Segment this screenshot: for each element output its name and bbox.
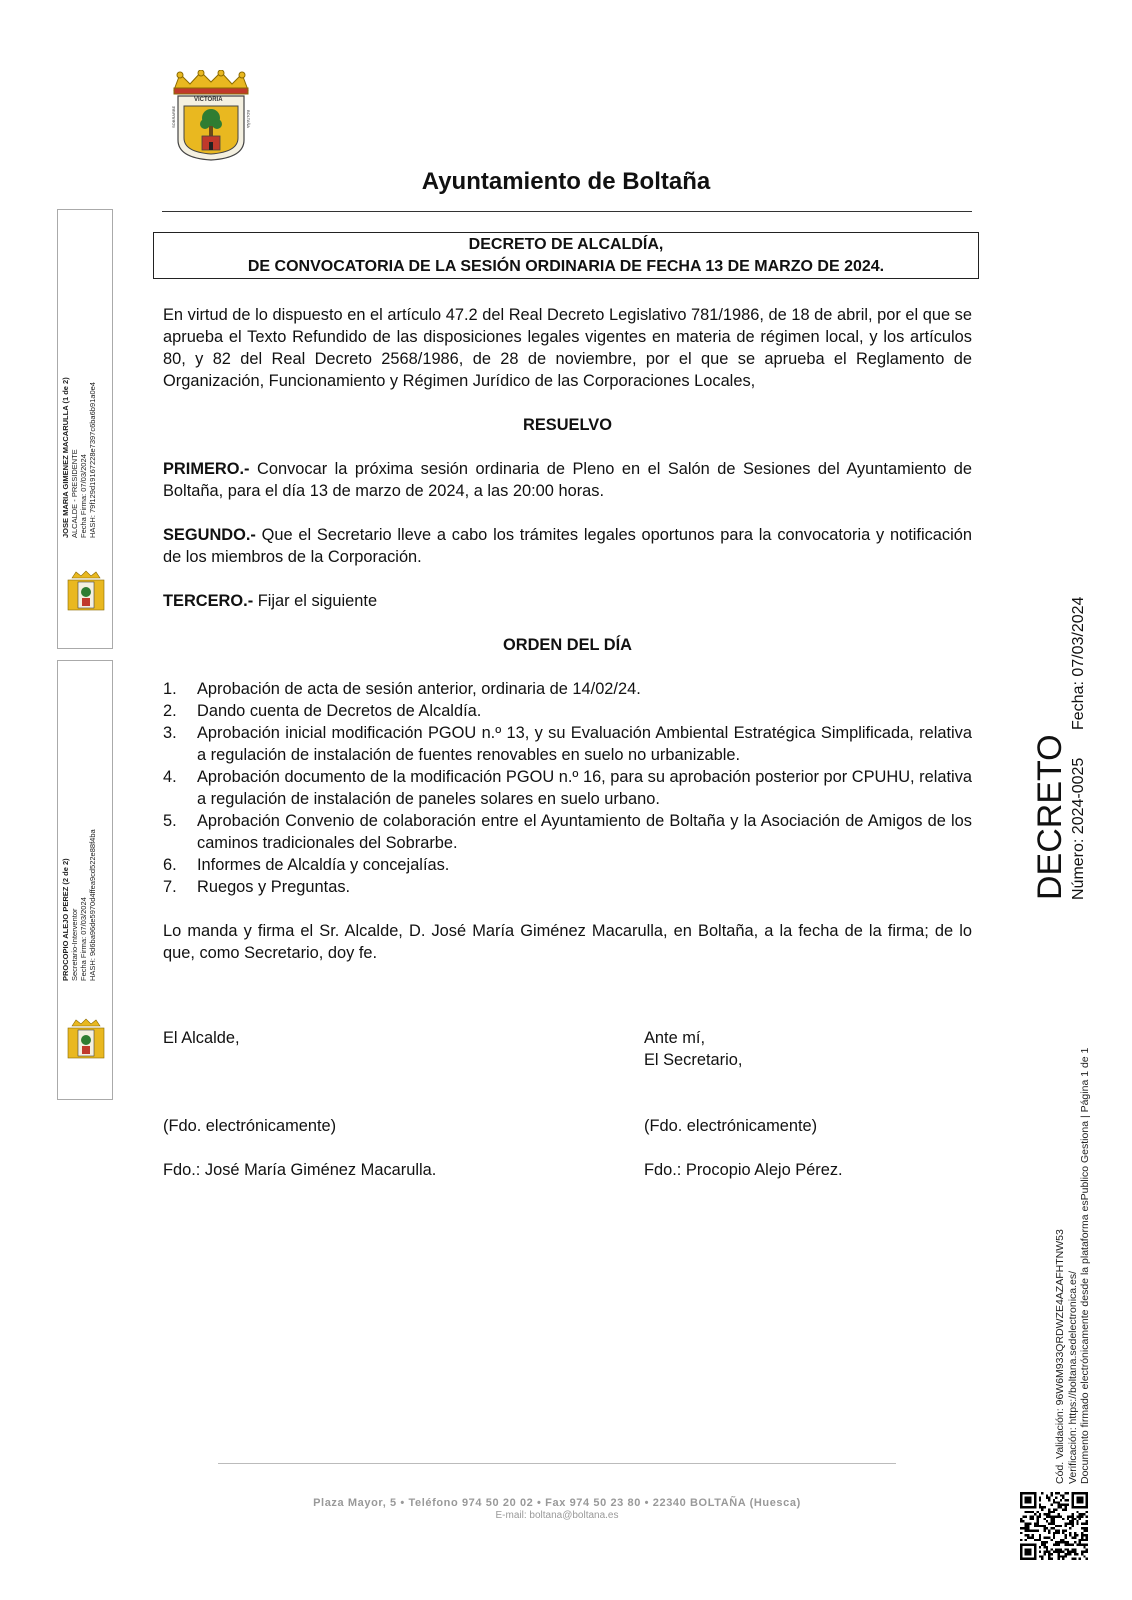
agenda-text: Aprobación inicial modificación PGOU n.º 13, y su Evaluación Ambiental Estratégica Simplificada, relativa a regulación de instalación de fuentes renovables en suelo no urbanizable.	[197, 724, 972, 764]
signature-secretary	[644, 1027, 843, 1181]
agenda-text: Dando cuenta de Decretos de Alcaldía.	[197, 702, 482, 720]
primero-text: Convocar la próxima sesión ordinaria de Pleno en el Salón de Sesiones del Ayuntamiento de Boltaña, para el día 13 de marzo de 2024, a las 20:00 horas.	[163, 460, 972, 500]
decree-number: Número: 2024-0025	[1070, 757, 1087, 900]
decree-title-line2: DE CONVOCATORIA DE LA SESIÓN ORDINARIA DE FECHA 13 DE MARZO DE 2024.	[247, 258, 885, 275]
agenda-list	[163, 678, 972, 898]
list-item	[163, 678, 972, 700]
stamp-text	[61, 829, 97, 981]
agenda-number: 5.	[163, 812, 177, 830]
signature-stamp-secretary	[57, 660, 113, 1100]
crest-motto: VICTORIA	[194, 97, 223, 103]
agenda-number: 6.	[163, 856, 177, 874]
agenda-number: 7.	[163, 878, 177, 896]
resuelvo-heading: RESUELVO	[523, 416, 612, 434]
agenda-text: Aprobación Convenio de colaboración entre el Ayuntamiento de Boltaña y la Asociación de Amigos de los caminos tradicionales del Sobrarbe.	[197, 812, 972, 852]
orden-del-dia-heading: ORDEN DEL DÍA	[502, 636, 632, 654]
decree-title-box	[153, 232, 979, 279]
agenda-text: Informes de Alcaldía y concejalías.	[197, 856, 450, 874]
signature-name: Fdo.: José María Giménez Macarulla.	[163, 1161, 437, 1179]
agenda-text: Aprobación de acta de sesión anterior, ordinaria de 14/02/24.	[197, 680, 641, 698]
stamp-signer-name: JOSE MARIA GIMENEZ MACARULLA (1 de 2)	[61, 377, 70, 538]
signature-stamp-mayor	[57, 209, 113, 649]
intro-paragraph: En virtud de lo dispuesto en el artículo 47.2 del Real Decreto Legislativo 781/1986, de 18 de abril, por el que se aprueba el Texto Refundido de las disposiciones legales vigentes en materia de régimen local, y los artículos 80, y 82 del Real Decreto 2568/1986, de 28 de noviembre, por el que se aprueba el Reglamento de Organización, Funcionamiento y Régimen Jurídico de las Corporaciones Locales,	[163, 306, 972, 390]
platform-note: Documento firmado electrónicamente desde la plataforma esPublico Gestiona | Página 1 de 1	[1079, 1047, 1091, 1484]
tercero-label: TERCERO.-	[163, 592, 254, 610]
crest-side-label-right: BOLTAÑA	[246, 110, 251, 129]
stamp-date: Fecha Firma: 07/03/2024	[79, 897, 88, 981]
segundo-text: Que el Secretario lleve a cabo los trámites legales oportunos para la convocatoria y notificación de los miembros de la Corporación.	[163, 526, 972, 566]
stamp-date: Fecha Firma: 07/03/2024	[79, 454, 88, 538]
decree-title-line1: DECRETO DE ALCALDÍA,	[468, 236, 664, 253]
mini-crest-icon	[64, 570, 108, 614]
decree-type-label: DECRETO	[1031, 734, 1069, 900]
stamp-text	[61, 377, 97, 538]
primero-label: PRIMERO.-	[163, 460, 250, 478]
decree-margin-label	[1031, 596, 1087, 901]
verification-url: Verificación: https://boltana.sedelectronica.es/	[1066, 1270, 1079, 1484]
agenda-text: Ruegos y Preguntas.	[197, 878, 351, 896]
signature-electronic-note: (Fdo. electrónicamente)	[163, 1117, 337, 1135]
primero-paragraph	[163, 458, 972, 502]
header-divider	[162, 211, 972, 212]
verification-text	[1054, 1048, 1092, 1484]
decree-date: Fecha: 07/03/2024	[1070, 596, 1087, 730]
list-item	[163, 876, 972, 898]
list-item	[163, 700, 972, 722]
qr-code-icon	[1020, 1492, 1088, 1560]
stamp-signer-role: Secretario-Interventor	[70, 908, 79, 981]
signature-role-secondary: El Secretario,	[644, 1051, 743, 1069]
validation-code: Cód. Validación: 96W6M933QRDWZE4AZAFHTNW53	[1054, 1229, 1066, 1484]
list-item	[163, 722, 972, 766]
mini-crest-icon	[64, 1018, 108, 1062]
agenda-number: 1.	[163, 680, 177, 698]
list-item	[163, 854, 972, 876]
agenda-number: 3.	[163, 724, 177, 742]
footer-divider	[218, 1463, 896, 1464]
list-item	[163, 810, 972, 854]
decree-body	[163, 304, 972, 964]
crest-side-label-left: SOBRARBE	[171, 105, 176, 128]
agenda-number: 4.	[163, 768, 177, 786]
agenda-text: Aprobación documento de la modificación PGOU n.º 16, para su aprobación posterior por CPUHU, relativa a regulación de instalación de paneles solares en suelo urbano.	[197, 768, 972, 808]
signature-name: Fdo.: Procopio Alejo Pérez.	[644, 1161, 843, 1179]
town-crest-icon	[166, 70, 256, 162]
town-name: Ayuntamiento de Boltaña	[421, 168, 711, 195]
signature-mayor	[163, 1027, 436, 1181]
tercero-text: Fijar el siguiente	[253, 592, 378, 610]
stamp-hash: HASH: 9d6ba96de5970d4ffea9cd522e88f4ba	[88, 829, 97, 981]
stamp-signer-name: PROCOPIO ALEJO PEREZ (2 de 2)	[61, 858, 70, 981]
signature-role: El Alcalde,	[163, 1029, 240, 1047]
list-item	[163, 766, 972, 810]
footer-email: E-mail: boltana@boltana.es	[495, 1510, 619, 1521]
tercero-paragraph	[163, 590, 972, 612]
footer-address: Plaza Mayor, 5 • Teléfono 974 50 20 02 • Fax 974 50 23 80 • 22340 BOLTAÑA (Huesca)	[313, 1497, 801, 1509]
closing-paragraph: Lo manda y firma el Sr. Alcalde, D. José María Giménez Macarulla, en Boltaña, a la fecha de la firma; de lo que, como Secretario, doy fe.	[163, 922, 972, 962]
signature-role: Ante mí,	[644, 1029, 706, 1047]
segundo-paragraph	[163, 524, 972, 568]
stamp-signer-role: ALCALDE - PRESIDENTE	[70, 449, 79, 538]
signature-electronic-note: (Fdo. electrónicamente)	[644, 1117, 818, 1135]
agenda-number: 2.	[163, 702, 177, 720]
stamp-hash: HASH: 79f129d19167228e7397c6ba6b91a0e4	[88, 382, 97, 538]
segundo-label: SEGUNDO.-	[163, 526, 256, 544]
